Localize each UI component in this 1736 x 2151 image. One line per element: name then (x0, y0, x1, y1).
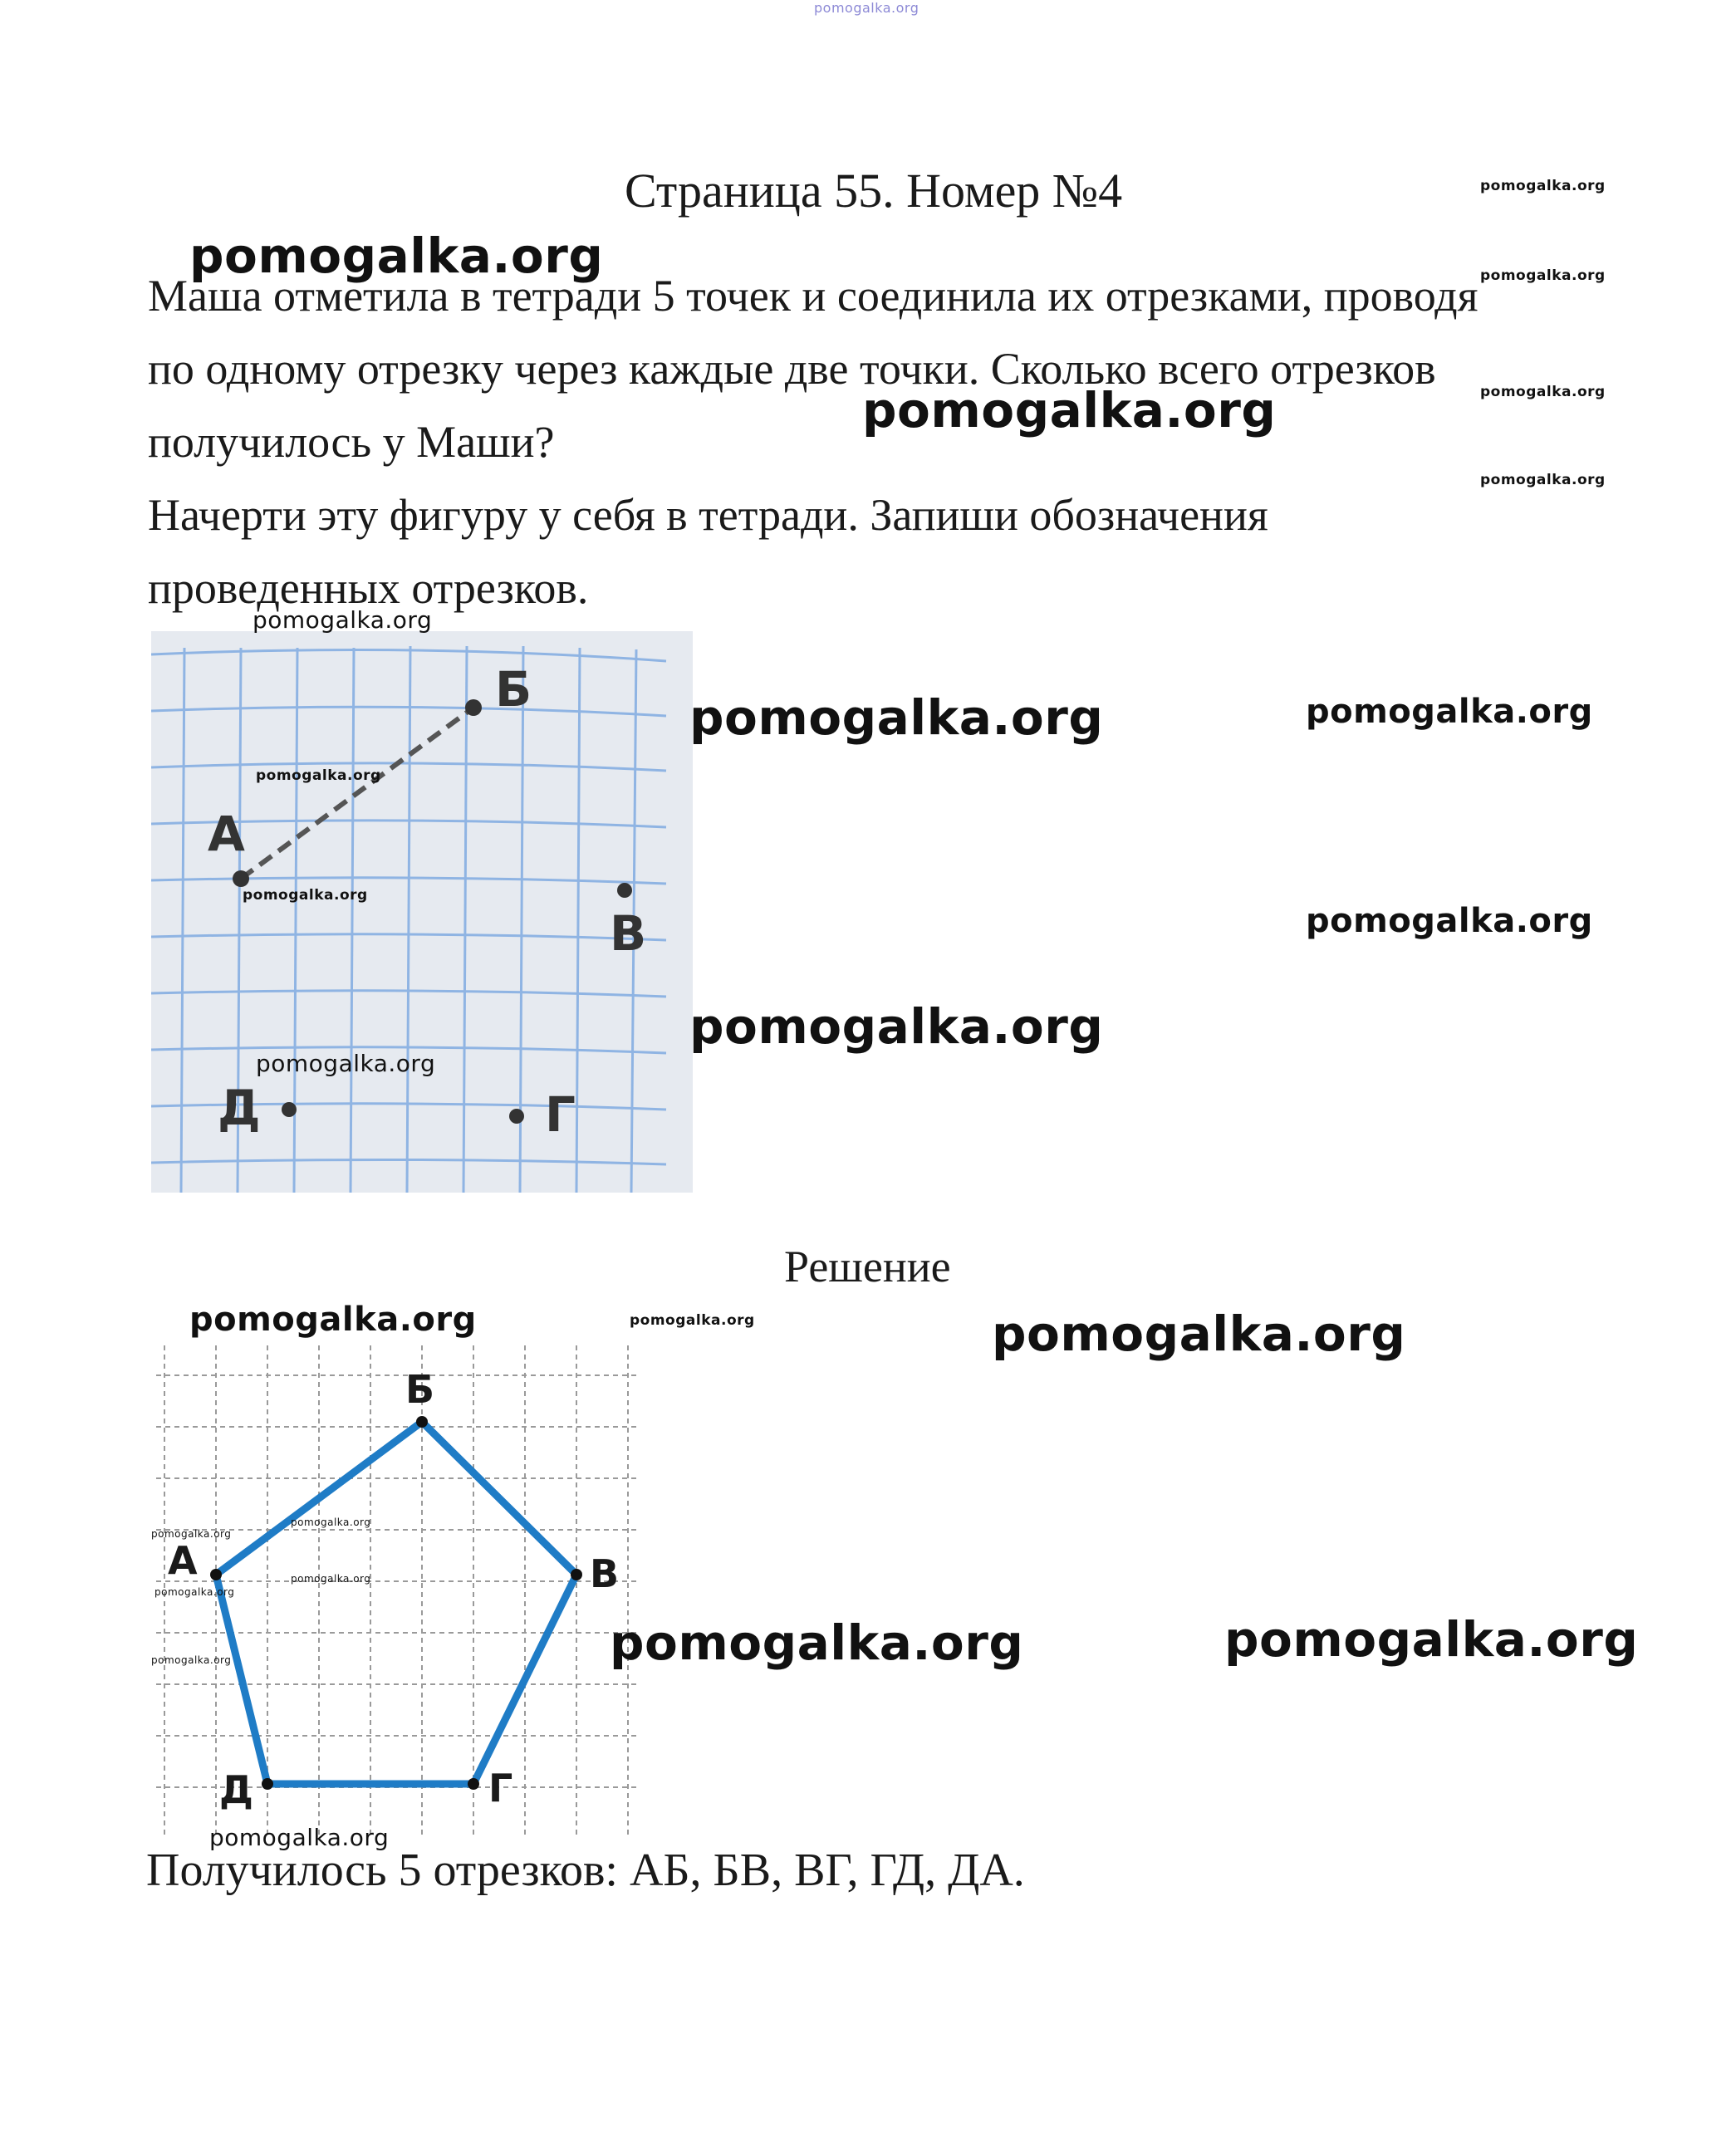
label-g: Г (488, 1766, 513, 1810)
problem-line-2: по одному отрезку через каждые две точки. Сколько всего отрезков (148, 344, 1436, 394)
problem-line-5: проведенных отрезков. (148, 563, 589, 613)
watermark: pomogalka.org (1306, 693, 1593, 731)
top-watermark: pomogalka.org (814, 0, 919, 16)
point-g (468, 1778, 479, 1790)
dashed-segment-ab (241, 708, 473, 879)
point-v (571, 1569, 582, 1580)
label-g: Г (545, 1086, 576, 1143)
label-a: А (168, 1538, 198, 1583)
point-b (416, 1416, 428, 1428)
label-v: В (610, 905, 647, 962)
label-a: А (208, 806, 245, 862)
watermark: pomogalka.org (256, 1050, 436, 1077)
watermark: pomogalka.org (243, 887, 368, 904)
watermark: pomogalka.org (1306, 902, 1593, 940)
problem-text (148, 259, 1479, 625)
label-b: Б (495, 661, 532, 718)
notebook-photo-figure (151, 631, 693, 1193)
watermark: pomogalka.org (1480, 178, 1606, 194)
label-b: Б (405, 1367, 435, 1412)
watermark: pomogalka.org (610, 1614, 1024, 1671)
problem-line-1: Маша отметила в тетради 5 точек и соединила их отрезками, проводя (148, 271, 1479, 321)
page-title: Страница 55. Номер №4 (625, 164, 1123, 218)
point-a (210, 1569, 222, 1580)
solution-result: Получилось 5 отрезков: АБ, БВ, ВГ, ГД, ДА. (146, 1845, 1025, 1896)
problem-line-3: получилось у Маши? (148, 417, 555, 467)
watermark: pomogalka.org (630, 1312, 755, 1329)
solution-heading: Решение (784, 1242, 951, 1291)
point-g (509, 1109, 524, 1124)
watermark: pomogalka.org (992, 1306, 1406, 1362)
watermark: pomogalka.org (291, 1573, 371, 1585)
watermark: pomogalka.org (689, 689, 1104, 746)
watermark: pomogalka.org (1224, 1611, 1639, 1668)
watermark: pomogalka.org (1480, 472, 1606, 488)
watermark: pomogalka.org (291, 1516, 371, 1528)
point-v (617, 883, 632, 898)
problem-line-4: Начерти эту фигуру у себя в тетради. Запиши обозначения (148, 490, 1268, 540)
watermark: pomogalka.org (154, 1586, 235, 1598)
point-d (262, 1778, 273, 1790)
point-d (282, 1102, 297, 1117)
watermark: pomogalka.org (151, 1654, 232, 1666)
label-v: В (590, 1551, 620, 1596)
watermark: pomogalka.org (189, 228, 604, 284)
label-d: Д (218, 1080, 261, 1136)
watermark: pomogalka.org (1480, 267, 1606, 284)
point-b (465, 699, 482, 716)
watermark: pomogalka.org (862, 382, 1277, 439)
watermark: pomogalka.org (253, 606, 433, 634)
label-d: Д (219, 1767, 253, 1812)
watermark: pomogalka.org (256, 767, 381, 784)
pentagon-outline (216, 1422, 576, 1784)
point-a (233, 870, 249, 887)
watermark: pomogalka.org (189, 1301, 477, 1339)
watermark: pomogalka.org (209, 1824, 390, 1851)
watermark: pomogalka.org (1480, 384, 1606, 400)
watermark: pomogalka.org (689, 998, 1104, 1055)
watermark: pomogalka.org (151, 1528, 232, 1540)
